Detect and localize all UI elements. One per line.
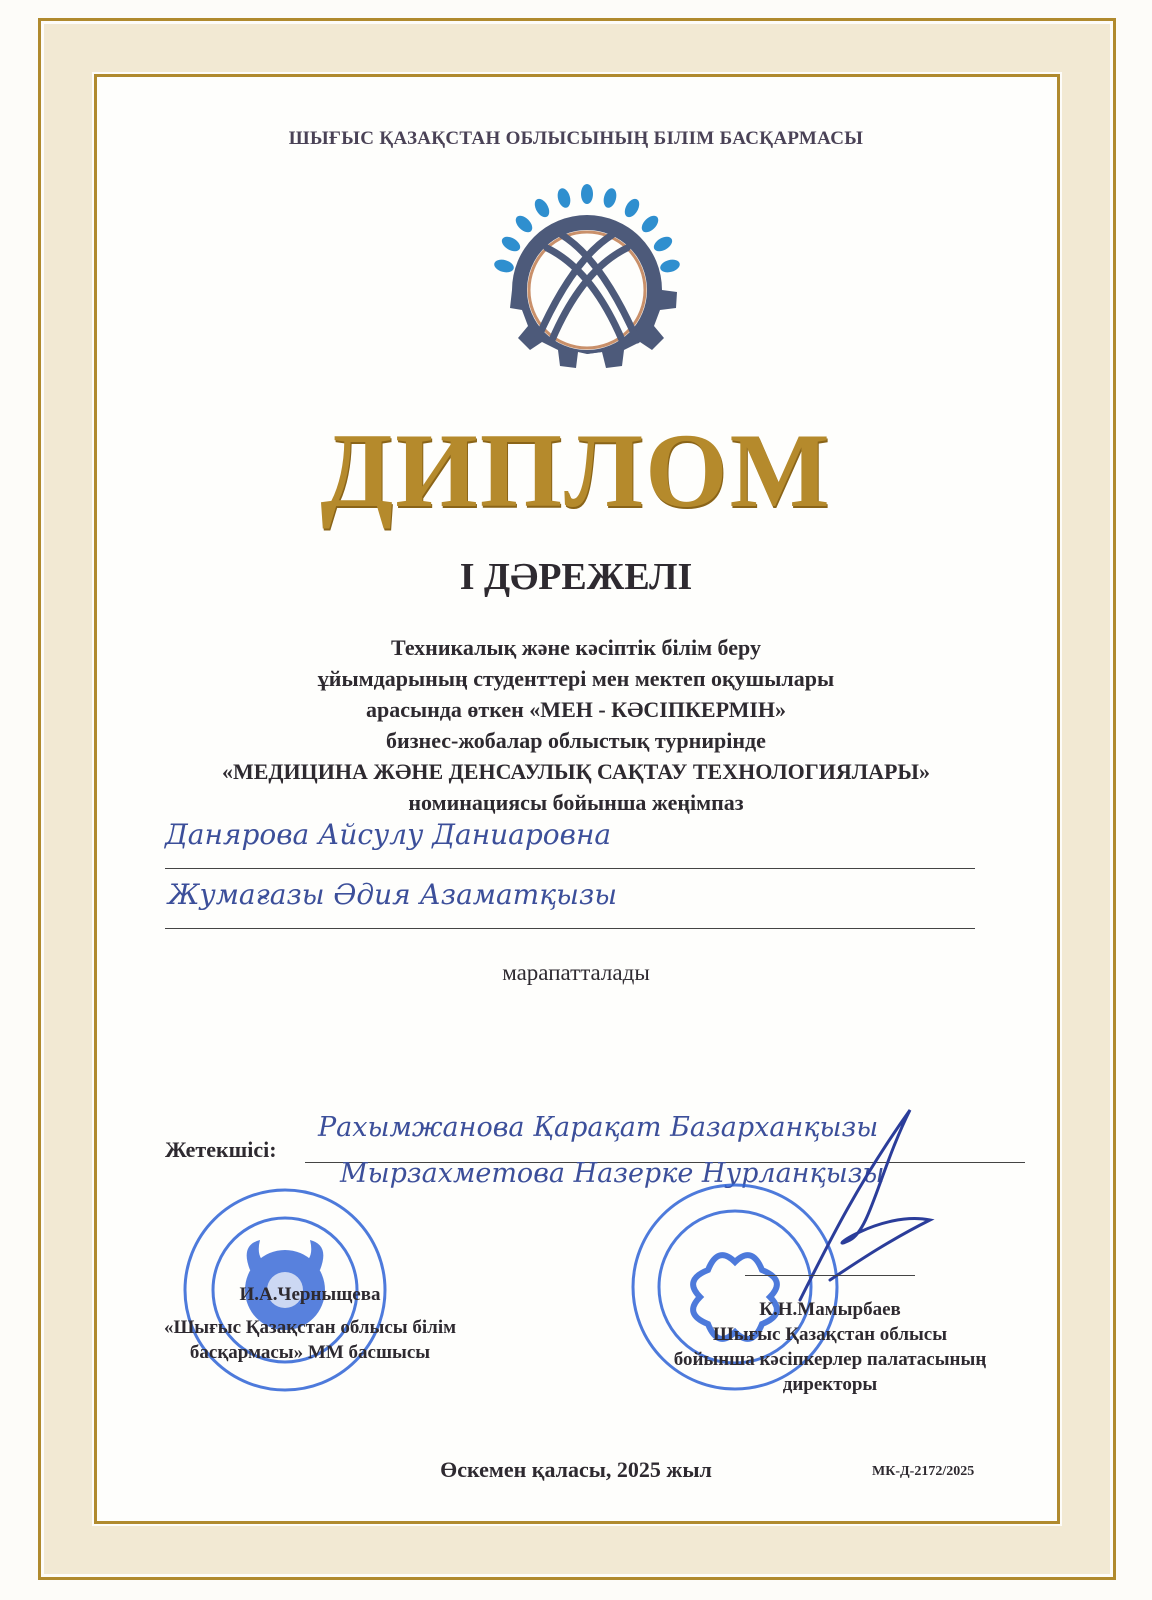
issuer-header: ШЫҒЫС ҚАЗАҚСТАН ОБЛЫСЫНЫҢ БІЛІМ БАСҚАРМАСЫ: [288, 128, 864, 149]
awarded-text: марапатталады: [502, 960, 650, 985]
shanyrak-gear-emblem: [492, 180, 682, 375]
left-signatory: [120, 1282, 500, 1365]
winner-underline-1: [165, 868, 975, 869]
body-line: номинациясы бойынша жеңімпаз: [408, 790, 744, 815]
left-signatory-position: басқармасы» ММ басшысы: [189, 1342, 431, 1363]
body-line: ұйымдарының студенттері мен мектеп оқушылары: [317, 666, 835, 691]
diploma-body: [0, 632, 1152, 818]
body-line: Техникалық және кәсіптік білім беру: [391, 635, 761, 660]
left-signatory-name: И.А.Черныщева: [239, 1284, 381, 1305]
right-signatory-position: бойынша кәсіпкерлер палатасының: [673, 1349, 987, 1370]
winner-name-2: Жумағазы Әдия Азаматқызы: [168, 878, 618, 911]
right-signatory-name: К.Н.Мамырбаев: [759, 1299, 901, 1320]
place-year: Өскемен қаласы, 2025 жыл: [440, 1457, 712, 1482]
director-signature: [760, 1090, 940, 1320]
winner-underline-2: [165, 928, 975, 929]
right-signatory-position: Шығыс Қазақстан облысы: [712, 1324, 948, 1345]
diploma-degree: І ДӘРЕЖЕЛІ: [459, 556, 693, 598]
right-signatory: [640, 1297, 1020, 1397]
right-signature-line: [745, 1275, 915, 1276]
body-line: «МЕДИЦИНА ЖӘНЕ ДЕНСАУЛЫҚ САҚТАУ ТЕХНОЛОГИЯЛАРЫ»: [221, 759, 931, 784]
supervisor-name-1: Рахымжанова Қарақат Базарханқызы: [318, 1112, 879, 1143]
diploma-title: ДИПЛОМ: [320, 412, 832, 529]
body-line: бизнес-жобалар облыстық турнирінде: [386, 728, 766, 753]
document-code: МК-Д-2172/2025: [872, 1464, 975, 1479]
supervisor-label: Жетекшісі:: [165, 1137, 277, 1162]
supervisor-name-2: Мырзахметова Назерке Нурланқызы: [340, 1158, 885, 1189]
winner-name-1: Данярова Айсулу Даниаровна: [165, 818, 612, 851]
body-line: арасында өткен «МЕН - КӘСІПКЕРМІН»: [365, 697, 787, 722]
left-signatory-position: «Шығыс Қазақстан облысы білім: [163, 1317, 457, 1338]
right-signatory-position: директоры: [782, 1374, 878, 1395]
